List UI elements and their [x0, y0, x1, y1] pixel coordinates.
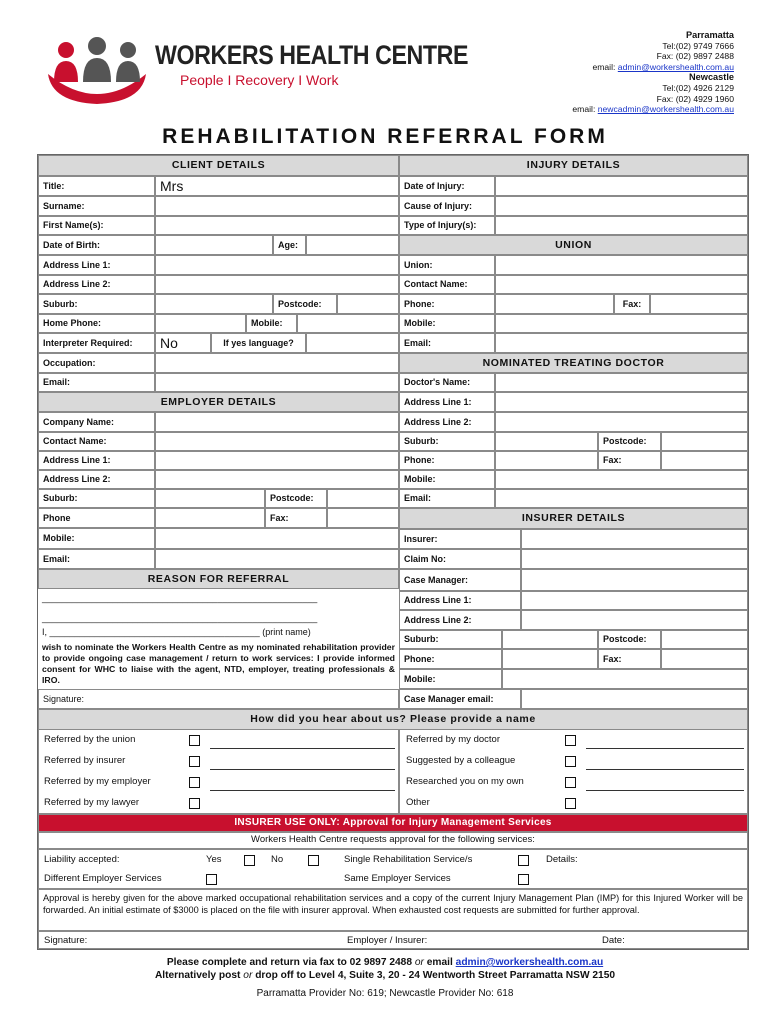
address1-label: Address Line 1:	[399, 392, 495, 412]
insurer-field[interactable]	[521, 529, 748, 549]
mobile-field[interactable]	[297, 314, 399, 333]
doctor-checkbox[interactable]	[565, 735, 576, 746]
email-label: Email:	[38, 549, 155, 569]
date-injury-field[interactable]	[495, 176, 748, 196]
suburb-field[interactable]	[502, 630, 598, 649]
or-text: or	[243, 970, 253, 981]
contact-name-label: Contact Name:	[38, 432, 155, 451]
colleague-checkbox[interactable]	[565, 756, 576, 767]
details-label: Details:	[546, 854, 578, 865]
email-field[interactable]	[495, 333, 748, 353]
email-field[interactable]	[155, 373, 399, 392]
phone-field[interactable]	[495, 294, 614, 314]
post-instructions	[0, 970, 770, 981]
suburb-field[interactable]	[155, 294, 273, 314]
company-label: Company Name:	[38, 412, 155, 432]
insurer-checkbox[interactable]	[189, 756, 200, 767]
suburb-label: Suburb:	[38, 489, 155, 508]
suburb-field[interactable]	[155, 489, 265, 508]
first-names-field[interactable]	[155, 216, 399, 235]
postcode-field[interactable]	[327, 489, 399, 508]
postcode-field[interactable]	[661, 630, 748, 649]
divider	[38, 588, 399, 589]
language-field[interactable]	[306, 333, 399, 353]
hear-option-label: Referred by insurer	[44, 755, 126, 766]
different-employer-label: Different Employer Services	[44, 873, 162, 884]
print-name-line[interactable]: I, __________________________________________ (print name)	[42, 626, 311, 637]
address2-field[interactable]	[521, 610, 748, 630]
suburb-label: Suburb:	[38, 294, 155, 314]
address1-field[interactable]	[521, 591, 748, 610]
office-fax: Fax: (02) 4929 1960	[656, 93, 734, 104]
phone-label: Phone:	[399, 649, 502, 669]
email-link[interactable]: admin@workershealth.com.au	[617, 61, 734, 72]
or-text: or	[414, 957, 424, 968]
no-label: No	[271, 854, 284, 865]
first-names-label: First Name(s):	[38, 216, 155, 235]
union-checkbox[interactable]	[189, 735, 200, 746]
interpreter-field[interactable]: No	[155, 333, 211, 353]
brand-tagline: People I Recovery I Work	[180, 72, 339, 88]
email-field[interactable]	[495, 489, 748, 508]
doctor-name-field[interactable]	[495, 373, 748, 392]
employer-checkbox[interactable]	[189, 777, 200, 788]
mobile-label: Mobile:	[399, 669, 502, 689]
email-label: email:	[572, 104, 596, 115]
email-field[interactable]	[155, 549, 399, 569]
phone-label: Phone:	[399, 451, 495, 470]
same-employer-checkbox[interactable]	[518, 874, 529, 885]
post-text: Alternatively post	[154, 970, 241, 981]
date-label: Date:	[602, 935, 625, 946]
address2-label: Address Line 2:	[399, 412, 495, 432]
liability-yes-checkbox[interactable]	[244, 855, 255, 866]
mobile-label: Mobile:	[246, 314, 297, 333]
email-text: email	[426, 957, 453, 968]
surname-label: Surname:	[38, 196, 155, 216]
language-label: If yes language?	[211, 333, 306, 353]
email-label: email:	[592, 61, 616, 72]
fax-field[interactable]	[650, 294, 748, 314]
age-field[interactable]	[306, 235, 399, 255]
office-fax: Fax: (02) 9897 2488	[656, 51, 734, 62]
single-service-checkbox[interactable]	[518, 855, 529, 866]
mobile-field[interactable]	[155, 528, 399, 549]
signature-label: Signature:	[44, 935, 88, 946]
suburb-label: Suburb:	[399, 432, 495, 451]
office-title: Parramatta	[685, 30, 734, 40]
consent-statement: wish to nominate the Workers Health Centre as my nominated rehabilitation provider to provide ongoing case management / return to work services: I provide informed consent for WHC to liaise with the agent, NTD, employer, treating professionals & IRO.	[42, 642, 395, 685]
postcode-field[interactable]	[661, 432, 748, 451]
insurer-use-subheader: Workers Health Centre requests approval for the following services:	[38, 832, 748, 849]
mobile-field[interactable]	[495, 470, 748, 489]
contact-name-field[interactable]	[155, 432, 399, 451]
phone-label: Phone	[38, 508, 155, 528]
case-manager-label: Case Manager:	[399, 569, 521, 591]
return-instructions	[0, 957, 770, 968]
claim-label: Claim No:	[399, 549, 521, 569]
postcode-label: Postcode:	[265, 489, 327, 508]
liability-no-checkbox[interactable]	[308, 855, 319, 866]
postcode-field[interactable]	[337, 294, 399, 314]
address1-field[interactable]	[155, 255, 399, 275]
client-details-header: CLIENT DETAILS	[38, 155, 399, 176]
hear-option-label: Referred by my doctor	[406, 734, 500, 745]
office-tel: Tel:(02) 9749 7666	[662, 40, 734, 51]
insurer-header: INSURER DETAILS	[399, 508, 748, 529]
same-employer-label: Same Employer Services	[344, 873, 451, 884]
people-figures-logo-icon	[42, 34, 152, 104]
mobile-field[interactable]	[495, 314, 748, 333]
email-label: Email:	[399, 333, 495, 353]
address2-field[interactable]	[155, 275, 399, 294]
return-email-link[interactable]: admin@workershealth.com.au	[455, 957, 604, 968]
address1-field[interactable]	[155, 451, 399, 470]
employer-insurer-label: Employer / Insurer:	[347, 935, 428, 946]
mobile-label: Mobile:	[399, 470, 495, 489]
occupation-label: Occupation:	[38, 353, 155, 373]
hear-option-label: Referred by my employer	[44, 776, 151, 787]
address1-field[interactable]	[495, 392, 748, 412]
email-link[interactable]: newcadmin@workershealth.com.au	[597, 104, 734, 115]
hear-option-label: Suggested by a colleague	[406, 755, 516, 766]
name-line[interactable]	[586, 769, 744, 770]
doctor-header: NOMINATED TREATING DOCTOR	[399, 353, 748, 373]
postcode-label: Postcode:	[598, 630, 661, 649]
type-injury-label: Type of Injury(s):	[399, 216, 495, 235]
phone-field[interactable]	[155, 508, 265, 528]
suburb-label: Suburb:	[399, 630, 502, 649]
brand-name: WORKERS HEALTH CENTRE	[155, 40, 469, 70]
interpreter-label: Interpreter Required:	[38, 333, 155, 353]
address2-field[interactable]	[495, 412, 748, 432]
union-field[interactable]	[495, 255, 748, 275]
fax-label: Fax:	[598, 451, 661, 470]
doctor-name-label: Doctor's Name:	[399, 373, 495, 392]
return-fax-text: Please complete and return via fax to 02 9897 2488	[166, 957, 413, 968]
mobile-field[interactable]	[502, 669, 748, 689]
fax-field[interactable]	[661, 649, 748, 669]
approval-statement: Approval is hereby given for the above marked occupational rehabilitation services and a copy of the current Injury Management Plan (IMP) for this Injured Worker will be forwarded. An initial estimate of $3000 is placed on the file with insurer approval. When exhausted cost requests are submitted for further approval.	[38, 889, 748, 931]
address1-label: Address Line 1:	[38, 451, 155, 470]
home-phone-field[interactable]	[155, 314, 246, 333]
provider-numbers: Parramatta Provider No: 619; Newcastle Provider No: 618	[256, 988, 514, 999]
employer-details-header: EMPLOYER DETAILS	[38, 392, 399, 412]
other-checkbox[interactable]	[565, 798, 576, 809]
date-injury-label: Date of Injury:	[399, 176, 495, 196]
phone-label: Phone:	[399, 294, 495, 314]
fax-label: Fax:	[598, 649, 661, 669]
name-line[interactable]	[586, 748, 744, 749]
name-line[interactable]	[210, 790, 395, 791]
hear-about-header: How did you hear about us? Please provide a name	[38, 709, 748, 730]
hear-option-label: Referred by the union	[44, 734, 136, 745]
address1-label: Address Line 1:	[399, 591, 521, 610]
injury-details-header: INJURY DETAILS	[399, 155, 748, 176]
hear-option-label: Researched you on my own	[406, 776, 524, 787]
age-label: Age:	[273, 235, 306, 255]
address1-label: Address Line 1:	[38, 255, 155, 275]
suburb-field[interactable]	[495, 432, 598, 451]
signature-label: Signature:	[38, 689, 399, 709]
yes-label: Yes	[206, 854, 222, 865]
reason-line-1[interactable]: _______________________________________________________	[42, 592, 318, 603]
postcode-label: Postcode:	[598, 432, 661, 451]
address2-label: Address Line 2:	[38, 275, 155, 294]
hear-option-label: Other	[406, 797, 430, 808]
liability-label: Liability accepted:	[44, 854, 120, 865]
address2-label: Address Line 2:	[38, 470, 155, 489]
fax-field[interactable]	[327, 508, 399, 528]
title-label: Title:	[38, 176, 155, 196]
office-title: Newcastle	[689, 72, 734, 83]
claim-field[interactable]	[521, 549, 748, 569]
address2-field[interactable]	[155, 470, 399, 489]
name-line[interactable]	[586, 790, 744, 791]
insurer-label: Insurer:	[399, 529, 521, 549]
reason-header: REASON FOR REFERRAL	[38, 569, 399, 589]
phone-field[interactable]	[502, 649, 598, 669]
contact-name-label: Contact Name:	[399, 275, 495, 294]
name-line[interactable]	[210, 748, 395, 749]
office-tel: Tel:(02) 4926 2129	[662, 82, 734, 93]
union-label: Union:	[399, 255, 495, 275]
hear-option-label: Referred by my lawyer	[44, 797, 140, 808]
union-header: UNION	[399, 235, 748, 255]
email-label: Email:	[38, 373, 155, 392]
cm-email-field[interactable]	[521, 689, 748, 709]
company-field[interactable]	[155, 412, 399, 432]
form-title: REHABILITATION REFERRAL FORM	[162, 125, 608, 148]
own-research-checkbox[interactable]	[565, 777, 576, 788]
cm-email-label: Case Manager email:	[399, 689, 521, 709]
different-employer-checkbox[interactable]	[206, 874, 217, 885]
address2-label: Address Line 2:	[399, 610, 521, 630]
fax-label: Fax:	[265, 508, 327, 528]
lawyer-checkbox[interactable]	[189, 798, 200, 809]
referral-form	[37, 154, 749, 950]
cause-injury-field[interactable]	[495, 196, 748, 216]
fax-field[interactable]	[661, 451, 748, 470]
type-injury-field[interactable]	[495, 216, 748, 235]
title-field[interactable]: Mrs	[155, 176, 399, 196]
case-manager-field[interactable]	[521, 569, 748, 591]
occupation-field[interactable]	[155, 353, 399, 373]
mobile-label: Mobile:	[399, 314, 495, 333]
insurer-use-header: INSURER USE ONLY: Approval for Injury Management Services	[38, 814, 748, 832]
surname-field[interactable]	[155, 196, 399, 216]
contact-block	[572, 30, 734, 115]
name-line[interactable]	[210, 769, 395, 770]
fax-label: Fax:	[614, 294, 650, 314]
mobile-label: Mobile:	[38, 528, 155, 549]
reason-line-2[interactable]: _______________________________________________________	[42, 612, 318, 623]
address-text: drop off to Level 4, Suite 3, 20 - 24 Wentworth Street Parramatta NSW 2150	[255, 970, 616, 981]
home-phone-label: Home Phone:	[38, 314, 155, 333]
email-label: Email:	[399, 489, 495, 508]
cause-injury-label: Cause of Injury:	[399, 196, 495, 216]
single-service-label: Single Rehabilitation Service/s	[344, 854, 473, 865]
phone-field[interactable]	[495, 451, 598, 470]
contact-name-field[interactable]	[495, 275, 748, 294]
dob-field[interactable]	[155, 235, 273, 255]
postcode-label: Postcode:	[273, 294, 337, 314]
dob-label: Date of Birth:	[38, 235, 155, 255]
